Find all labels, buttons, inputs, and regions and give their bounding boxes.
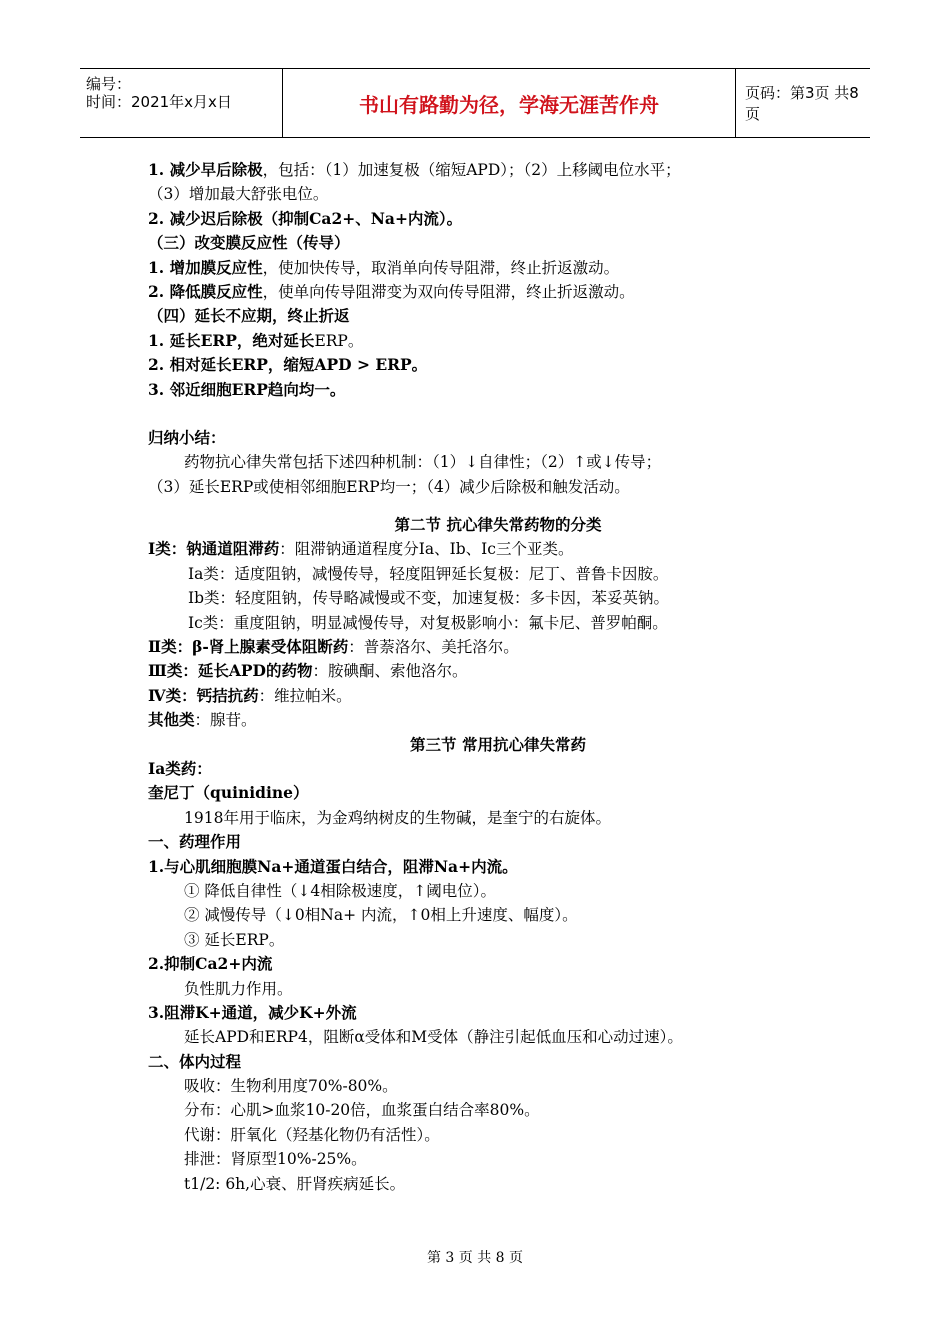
text-line: 1918年用于临床，为金鸡纳树皮的生物碱，是奎宁的右旋体。 — [184, 808, 611, 827]
text-line: Ⅰc类：重度阻钠，明显减慢传导，对复极影响小：氟卡尼、普罗帕酮。 — [188, 613, 668, 632]
text-line — [148, 158, 848, 182]
motto: 书山有路勤为径，学海无涯苦作舟 — [282, 69, 736, 137]
line-text: ：腺苷。 — [194, 711, 257, 730]
text-line: 2. 减少迟后除极（抑制Ca2+、Na+内流）。 — [148, 208, 463, 228]
drug-name: 奎尼丁（quinidine） — [148, 783, 309, 803]
text-line: （3）延长ERP或使相邻细胞ERP均一；（4）减少后除极和触发活动。 — [148, 477, 630, 496]
bold-term: 1. 增加膜反应性 — [148, 257, 263, 277]
subsection-heading: （三）改变膜反应性（传导） — [148, 233, 350, 253]
text-line: （3）增加最大舒张电位。 — [148, 185, 329, 204]
line-text: ：胺碘酮、索他洛尔。 — [312, 662, 468, 681]
bold-term: 1. 延长ERP，绝对延长 — [148, 330, 315, 350]
text-line: t1/2: 6h,心衰、肝肾疾病延长。 — [184, 1174, 406, 1193]
header-info — [80, 69, 282, 137]
bold-term: Ⅱ类：β-肾上腺素受体阻断药 — [148, 637, 349, 657]
spacer — [148, 499, 848, 513]
text-line: Ⅰb类：轻度阻钠，传导略减慢或不变，加速复极：多卡因，苯妥英钠。 — [188, 589, 670, 608]
text-line: 1.与心肌细胞膜Na+通道蛋白结合，阻滞Na+内流。 — [148, 856, 518, 876]
text-line — [148, 256, 848, 280]
text-line — [148, 329, 848, 353]
section-title: 第二节 抗心律失常药物的分类 — [394, 515, 602, 535]
line-text: ，使单向传导阻滞变为双向传导阻滞，终止折返激动。 — [262, 282, 635, 301]
text-line: 药物抗心律失常包括下述四种机制：（1）↓自律性；（2）↑或↓传导； — [184, 453, 662, 472]
text-line: ③ 延长ERP。 — [184, 930, 285, 949]
subsection-heading: （四）延长不应期，终止折返 — [148, 306, 350, 326]
line-text: ，包括：（1）加速复极（缩短APD）；（2）上移阈电位水平； — [262, 161, 681, 179]
line-text: ：阻滞钠通道程度分Ⅰa、Ⅰb、Ⅰc三个亚类。 — [279, 540, 574, 559]
text-line — [148, 659, 848, 683]
number-label: 编号： — [86, 75, 132, 93]
section-title: 第三节 常用抗心律失常药 — [410, 734, 586, 754]
text-line — [148, 708, 848, 732]
document-body — [148, 158, 848, 1196]
text-line — [148, 635, 848, 659]
subsection-heading: 一、药理作用 — [148, 832, 242, 852]
text-line: 2.抑制Ca2+内流 — [148, 954, 273, 974]
bold-term: 其他类 — [148, 710, 195, 730]
text-line: 排泄：肾原型10%-25%。 — [184, 1150, 367, 1169]
text-line — [148, 280, 848, 304]
text-line: 延长APD和ERP4，阻断α受体和M受体（静注引起低血压和心动过速）。 — [184, 1028, 683, 1047]
text-line: 3.阻滞K+通道，减少K+外流 — [148, 1002, 357, 1022]
text-line: 负性肌力作用。 — [184, 979, 293, 998]
text-line: 2. 相对延长ERP，缩短APD > ERP。 — [148, 355, 428, 375]
text-line: Ⅰa类药： — [148, 758, 212, 778]
line-text: ERP。 — [314, 331, 364, 350]
bold-term: 2. 降低膜反应性 — [148, 281, 263, 301]
bold-term: Ⅰ类：钠通道阻滞药 — [148, 539, 280, 559]
text-line: 分布：心肌>血浆10-20倍，血浆蛋白结合率80%。 — [184, 1101, 540, 1120]
text-line — [148, 684, 848, 708]
spacer — [148, 402, 848, 426]
text-line: 吸收：生物利用度70%-80%。 — [184, 1077, 398, 1096]
subsection-heading: 二、体内过程 — [148, 1051, 242, 1071]
bold-term: Ⅲ类：延长APD的药物 — [148, 661, 313, 681]
summary-heading: 归纳小结： — [148, 427, 226, 447]
text-line: 代谢：肝氧化（羟基化物仍有活性）。 — [184, 1125, 440, 1144]
text-line: 3. 邻近细胞ERP趋向均一。 — [148, 379, 346, 399]
date-label: 时间：2021年x月x日 — [86, 93, 232, 111]
text-line: Ⅰa类：适度阻钠，减慢传导，轻度阻钾延长复极：尼丁、普鲁卡因胺。 — [188, 564, 669, 583]
bold-term: Ⅳ类：钙拮抗药 — [148, 685, 259, 705]
bold-term: 1. 减少早后除极 — [148, 160, 263, 179]
line-text: ：维拉帕米。 — [258, 686, 352, 705]
line-text: ，使加快传导，取消单向传导阻滞，终止折返激动。 — [262, 258, 620, 277]
page-footer: 第 3 页 共 8 页 — [426, 1250, 524, 1266]
text-line: ② 减慢传导（↓0相Na+ 内流，↑0相上升速度、幅度）。 — [184, 906, 578, 925]
line-text: ：普萘洛尔、美托洛尔。 — [348, 638, 519, 657]
text-line — [148, 537, 848, 561]
page-header — [80, 68, 870, 138]
text-line: ① 降低自律性（↓4相除极速度，↑阈电位）。 — [184, 881, 497, 900]
page-label: 页码：第3页 共8页 — [745, 84, 859, 123]
